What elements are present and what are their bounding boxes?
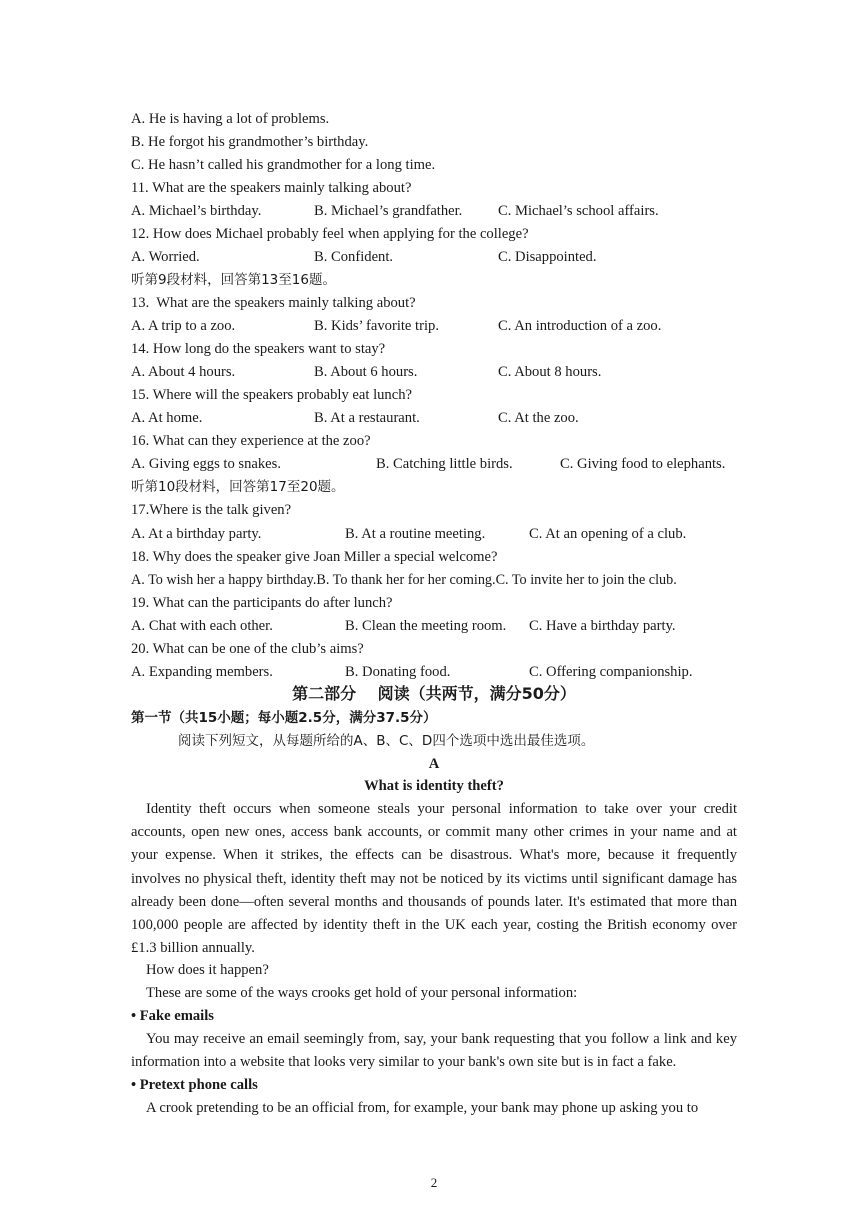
listening-instruction: 听第10段材料，回答第17至20题。 (131, 479, 345, 495)
option-c: C. Michael’s school affairs. (498, 203, 659, 219)
option-line: B. He forgot his grandmother’s birthday. (131, 134, 369, 150)
option-c: C. At an opening of a club. (529, 526, 687, 542)
option-b: B. Confident. (314, 249, 394, 265)
option-b: B. Kids’ favorite trip. (314, 318, 439, 334)
question-12: 12. How does Michael probably feel when applying for the college? (131, 226, 529, 242)
question-13: 13. What are the speakers mainly talking about? (131, 295, 416, 311)
passage-title: What is identity theft? (364, 778, 504, 794)
option-b: B. Clean the meeting room. (345, 618, 507, 634)
option-a: A. A trip to a zoo. (131, 318, 236, 334)
passage-paragraph: How does it happen? (146, 962, 269, 978)
option-c: C. An introduction of a zoo. (498, 318, 662, 334)
option-c: C. About 8 hours. (498, 364, 602, 380)
option-line: A. He is having a lot of problems. (131, 111, 330, 127)
subheading: • Fake emails (131, 1008, 214, 1024)
subheading: • Pretext phone calls (131, 1077, 258, 1093)
question-20: 20. What can be one of the club’s aims? (131, 641, 364, 657)
question-15: 15. Where will the speakers probably eat lunch? (131, 387, 412, 403)
page-number: 2 (430, 1175, 438, 1190)
passage-letter: A (428, 756, 440, 772)
question-19: 19. What can the participants do after lunch? (131, 595, 393, 611)
option-a: A. Expanding members. (131, 664, 273, 680)
option-b: B. At a routine meeting. (345, 526, 486, 542)
option-b: B. At a restaurant. (314, 410, 420, 426)
option-b: B. Donating food. (345, 664, 451, 680)
question-16: 16. What can they experience at the zoo? (131, 433, 371, 449)
question-18: 18. Why does the speaker give Joan Miller a special welcome? (131, 549, 498, 565)
option-b: B. Catching little birds. (376, 456, 513, 472)
option-a: A. Michael’s birthday. (131, 203, 262, 219)
part-heading: 第二部分 阅读（共两节，满分50分） (292, 684, 576, 703)
option-b: B. About 6 hours. (314, 364, 418, 380)
passage-paragraph: A crook pretending to be an official from, for example, your bank may phone up asking you to (146, 1100, 699, 1116)
option-a: A. Chat with each other. (131, 618, 273, 634)
option-a: A. Worried. (131, 249, 200, 265)
option-a: A. Giving eggs to snakes. (131, 456, 281, 472)
question-17: 17.Where is the talk given? (131, 502, 292, 518)
option-b: B. Michael’s grandfather. (314, 203, 463, 219)
listening-instruction: 听第9段材料，回答第13至16题。 (131, 272, 336, 288)
question-14: 14. How long do the speakers want to stay? (131, 341, 386, 357)
passage-paragraph: You may receive an email seemingly from, say, your bank requesting that you follow a link and key information into a website that looks very similar to your bank's own site but is in fact a fake. (131, 1031, 737, 1071)
option-line: C. He hasn’t called his grandmother for a long time. (131, 157, 436, 173)
option-a: A. At a birthday party. (131, 526, 262, 542)
option-c: C. Disappointed. (498, 249, 597, 265)
option-a: A. About 4 hours. (131, 364, 236, 380)
question-11: 11. What are the speakers mainly talking about? (131, 180, 412, 196)
passage-paragraph: These are some of the ways crooks get hold of your personal information: (146, 985, 578, 1001)
option-c: C. Offering companionship. (529, 664, 693, 680)
passage-paragraph: Identity theft occurs when someone steals your personal information to take over your credit accounts, open new ones, access bank accounts, or commit many other crimes in your name and at your expense. When it strikes, the effects can be disastrous. What's more, because it frequently involves no physical theft, identity theft may not be noticed by its victims until significant damage has already been done—often several months and thousands of pounds later. It's estimated that more than 100,000 people are affected by identity theft in the UK each year, costing the British economy over £1.3 billion annually. (131, 801, 737, 957)
option-c: C. Giving food to elephants. (560, 456, 726, 472)
option-c: C. At the zoo. (498, 410, 579, 426)
options-line: A. To wish her a happy birthday.B. To thank her for her coming.C. To invite her to join the club. (131, 572, 677, 588)
directions: 阅读下列短文，从每题所给的A、B、C、D四个选项中选出最佳选项。 (178, 733, 595, 749)
section-heading: 第一节（共15小题；每小题2.5分，满分37.5分） (131, 710, 437, 726)
option-c: C. Have a birthday party. (529, 618, 676, 634)
option-a: A. At home. (131, 410, 203, 426)
